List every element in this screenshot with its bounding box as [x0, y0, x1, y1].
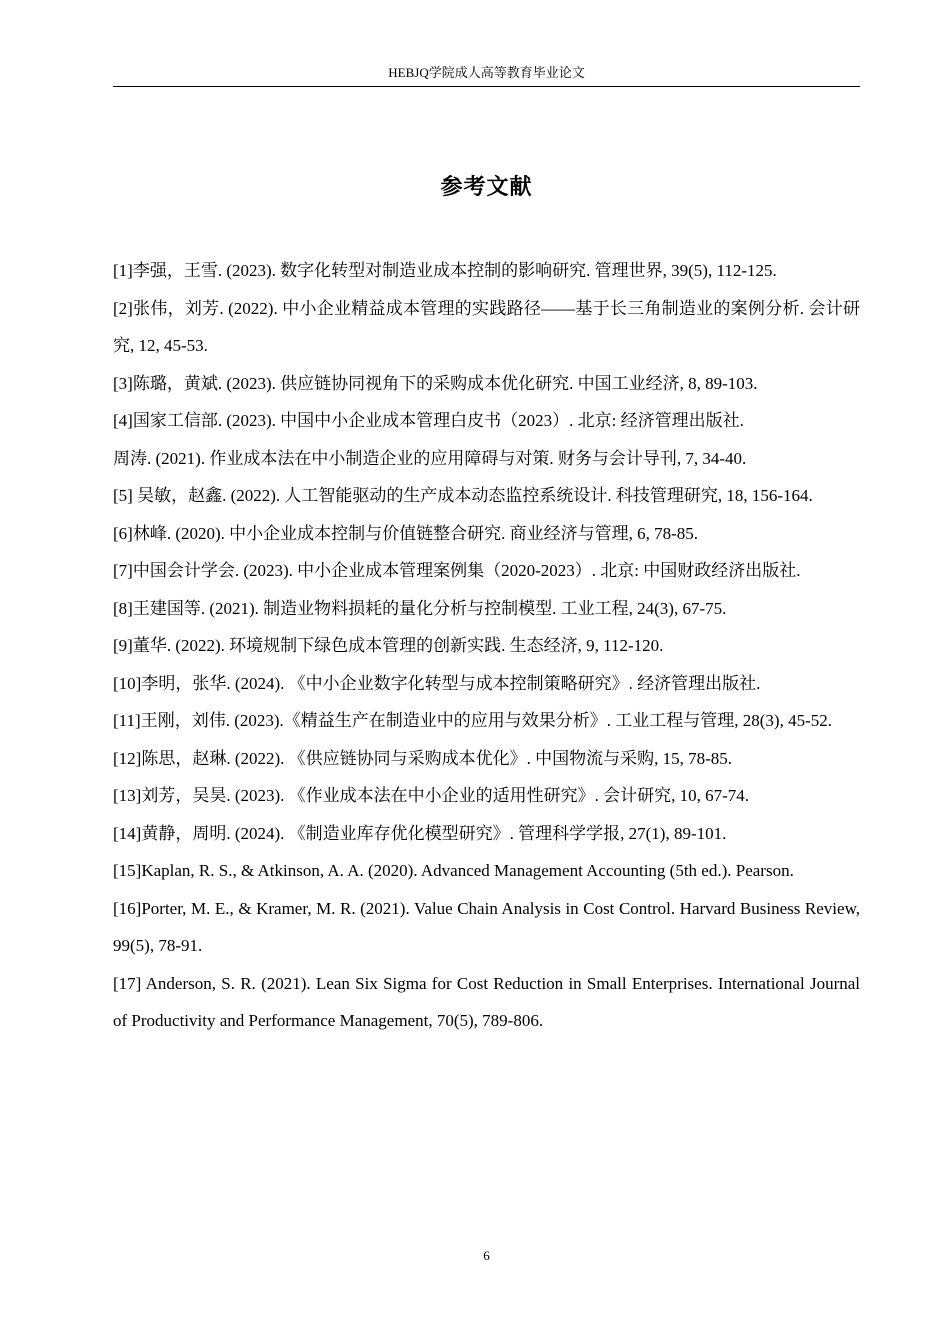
reference-item: [17] Anderson, S. R. (2021). Lean Six Sigma for Cost Reduction in Small Enterprises. International Journal of Productivity and Performance Management, 70(5), 789-806. [113, 973, 860, 1030]
reference-item: [15]Kaplan, R. S., & Atkinson, A. A. (2020). Advanced Management Accounting (5th ed.). Pearson. [113, 861, 794, 880]
page-number: 6 [483, 1248, 490, 1263]
reference-item: 周涛. (2021). 作业成本法在中小制造企业的应用障碍与对策. 财务与会计导刊, 7, 34-40. [113, 448, 747, 468]
reference-item: [3]陈璐，黄斌. (2023). 供应链协同视角下的采购成本优化研究. 中国工业经济, 8, 89-103. [113, 373, 758, 393]
reference-item: [8]王建国等. (2021). 制造业物料损耗的量化分析与控制模型. 工业工程, 24(3), 67-75. [113, 598, 727, 618]
reference-item: [16]Porter, M. E., & Kramer, M. R. (2021). Value Chain Analysis in Cost Control. Harvard Business Review, 99(5), 78-91. [113, 898, 860, 955]
reference-item: [12]陈思，赵琳. (2022). 《供应链协同与采购成本优化》. 中国物流与采购, 15, 78-85. [113, 748, 733, 768]
reference-item: [6]林峰. (2020). 中小企业成本控制与价值链整合研究. 商业经济与管理, 6, 78-85. [113, 523, 699, 543]
reference-item: [13]刘芳，吴昊. (2023). 《作业成本法在中小企业的适用性研究》. 会计研究, 10, 67-74. [113, 786, 750, 805]
reference-item: [5] 吴敏，赵鑫. (2022). 人工智能驱动的生产成本动态监控系统设计. 科技管理研究, 18, 156-164. [113, 486, 813, 505]
reference-item: [14]黄静，周明. (2024). 《制造业库存优化模型研究》. 管理科学学报, 27(1), 89-101. [113, 823, 727, 843]
page-title: 参考文献 [440, 175, 533, 200]
reference-item: [7]中国会计学会. (2023). 中小企业成本管理案例集（2020-2023）. 北京: 中国财政经济出版社. [113, 561, 801, 580]
reference-list [113, 252, 860, 1040]
page-header: HEBJQ学院成人高等教育毕业论文 [113, 60, 860, 87]
reference-item: [4]国家工信部. (2023). 中国中小企业成本管理白皮书（2023）. 北京: 经济管理出版社. [113, 411, 744, 430]
reference-item: [2]张伟，刘芳. (2022). 中小企业精益成本管理的实践路径——基于长三角制造业的案例分析. 会计研究, 12, 45-53. [113, 298, 860, 355]
reference-item: [9]董华. (2022). 环境规制下绿色成本管理的创新实践. 生态经济, 9, 112-120. [113, 636, 664, 655]
reference-item: [10]李明，张华. (2024). 《中小企业数字化转型与成本控制策略研究》. 经济管理出版社. [113, 673, 761, 693]
reference-item: [11]王刚，刘伟. (2023).《精益生产在制造业中的应用与效果分析》. 工业工程与管理, 28(3), 45-52. [113, 711, 832, 730]
reference-item: [1]李强，王雪. (2023). 数字化转型对制造业成本控制的影响研究. 管理世界, 39(5), 112-125. [113, 261, 777, 280]
